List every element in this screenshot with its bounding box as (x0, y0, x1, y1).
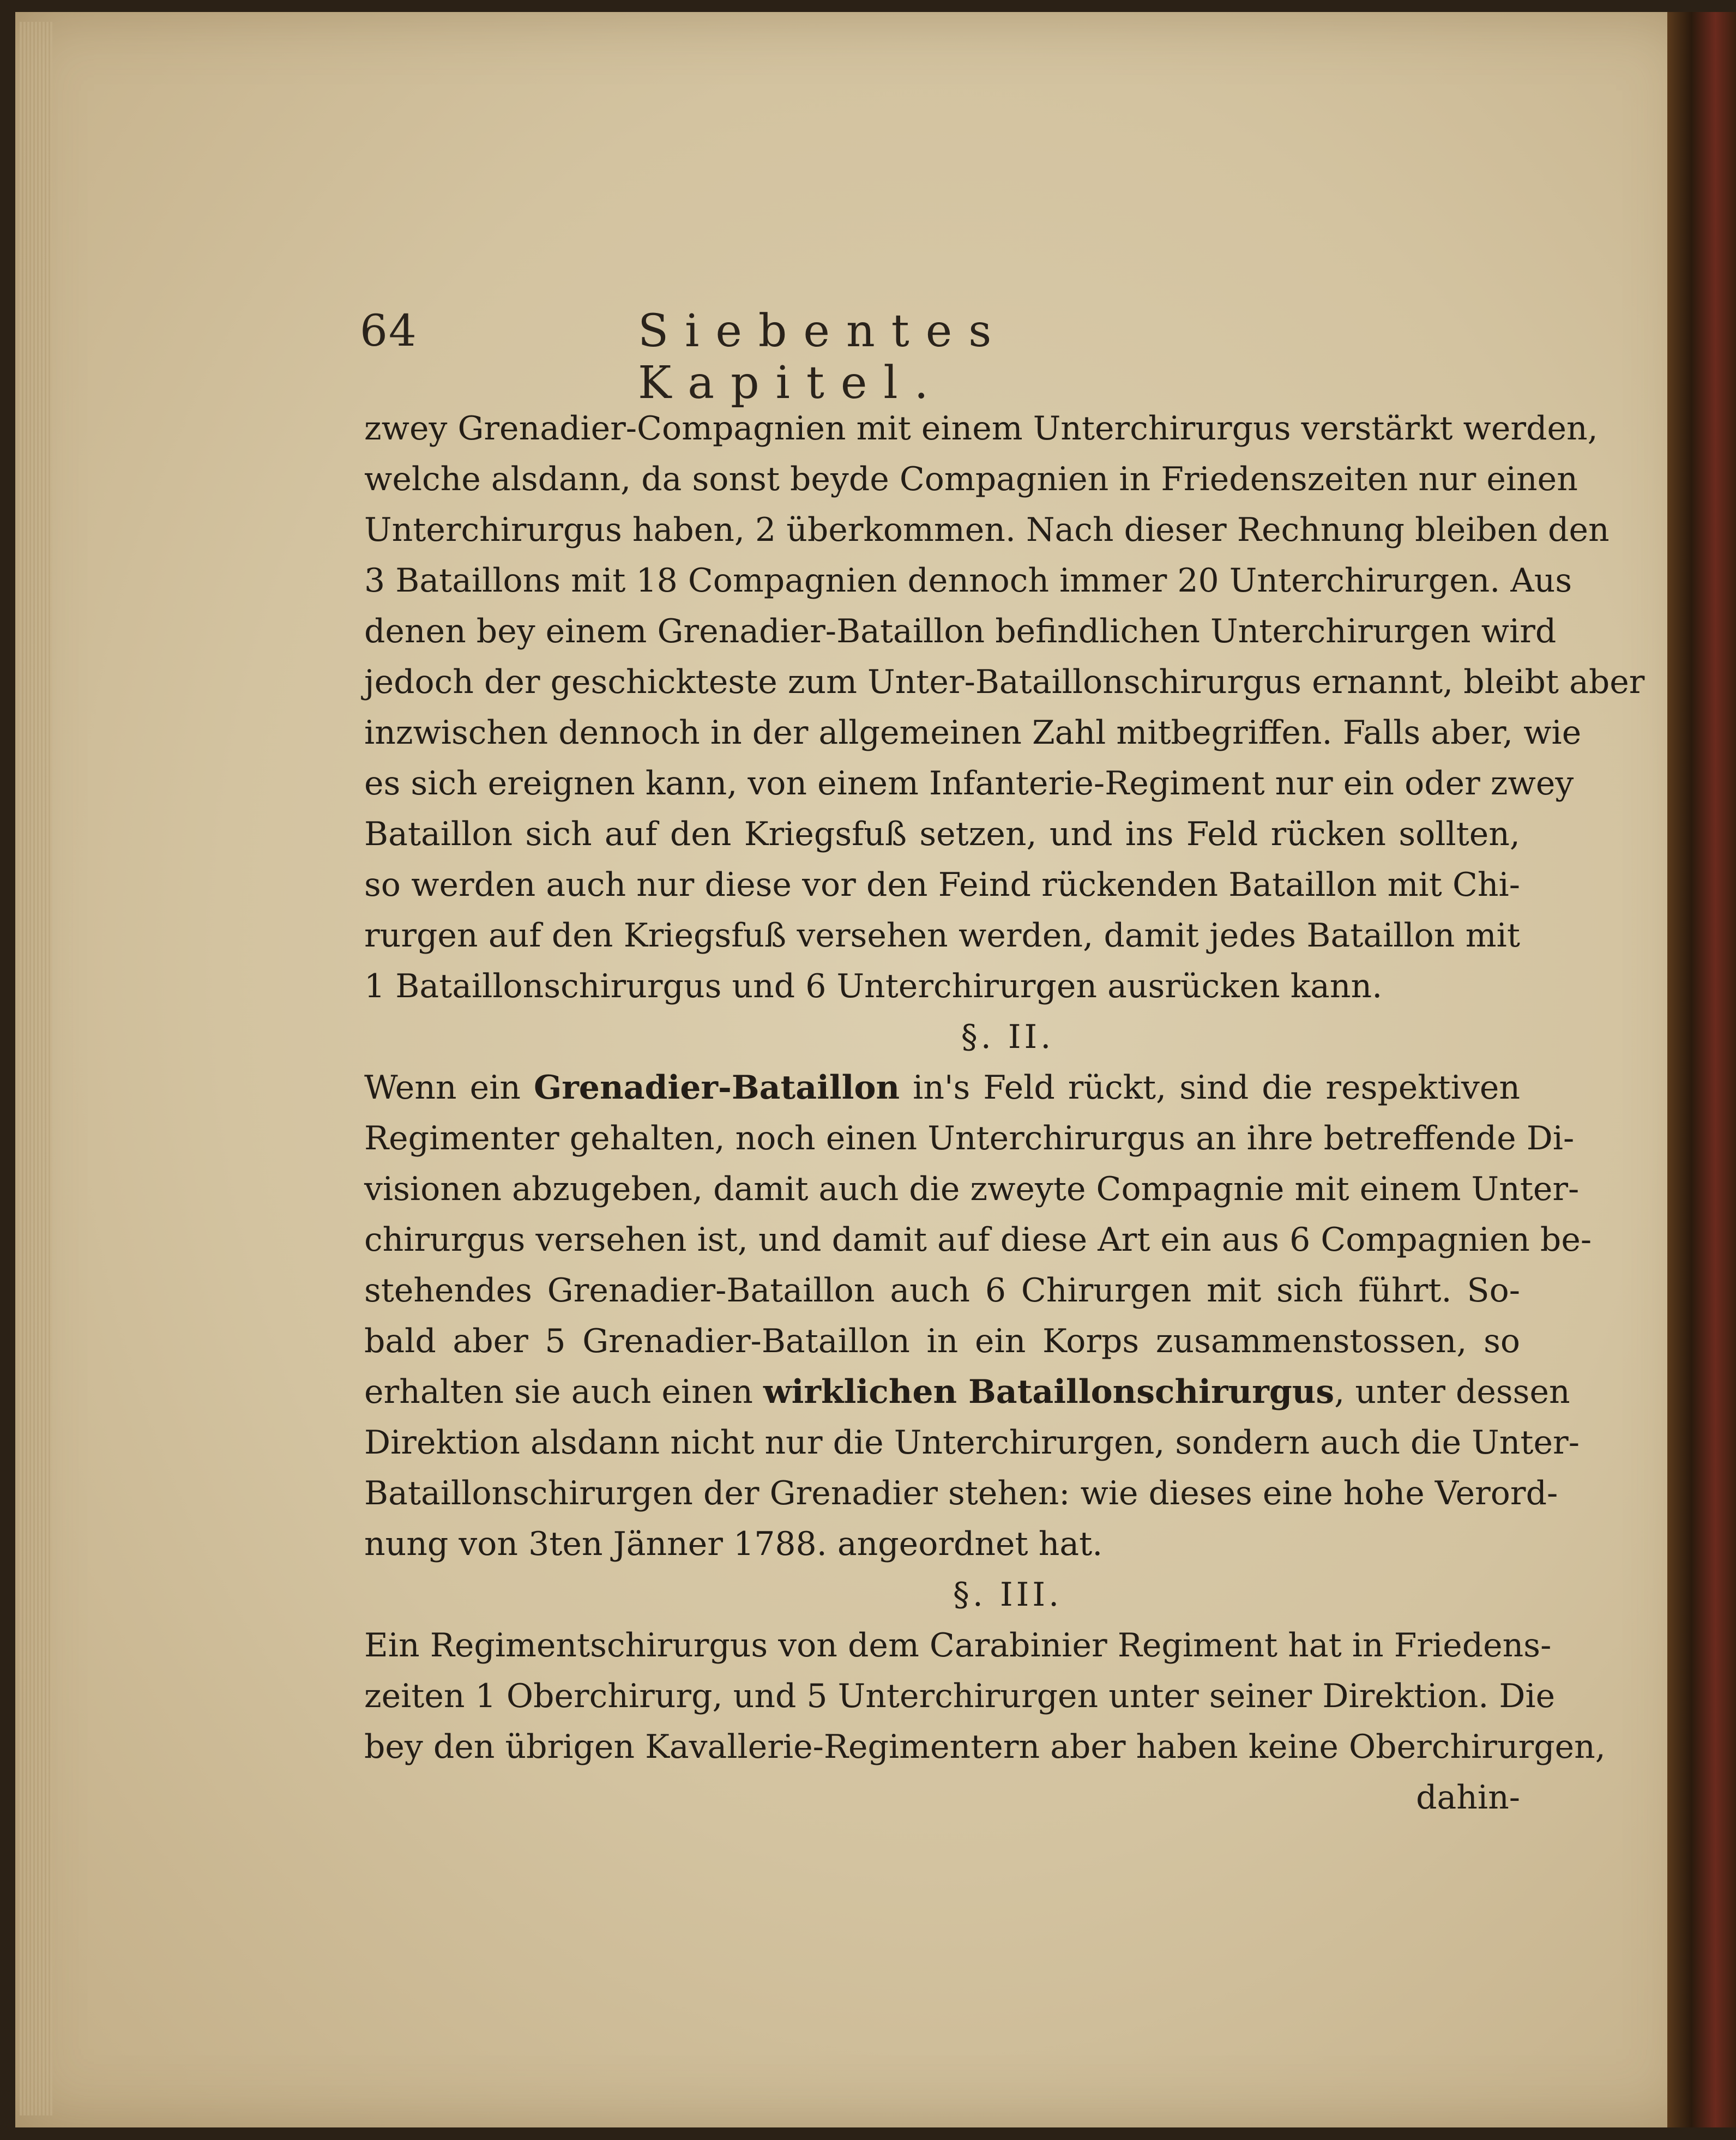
text-segment: Wenn ein (364, 1069, 534, 1107)
text-line: bey den übrigen Kavallerie-Regimentern aber haben keine Oberchirurgen, (364, 1728, 1606, 1766)
text-line: nung von 3ten Jänner 1788. angeordnet hat. (364, 1525, 1103, 1563)
paragraph-2 (364, 1063, 1592, 1570)
text-segment: in's Feld rückt, sind die respektiven (900, 1069, 1520, 1107)
text-line: zwey Grenadier-Compagnien mit einem Unterchirurgus verstärkt werden, (364, 409, 1598, 448)
bold-term: wirklichen Bataillonschirurgus (763, 1373, 1335, 1411)
text-segment: , unter dessen (1334, 1373, 1570, 1411)
text-line: Unterchirurgus haben, 2 überkommen. Nach dieser Rechnung bleiben den (364, 511, 1610, 549)
text-line: Regimenter gehalten, noch einen Unterchirurgus an ihre betreffende Di- (364, 1119, 1575, 1158)
text-line: denen bey einem Grenadier-Bataillon befindlichen Unterchirurgen wird (364, 612, 1557, 650)
text-line (364, 1063, 1520, 1113)
text-line: es sich ereignen kann, von einem Infanterie-Regiment nur ein oder zwey (364, 764, 1574, 803)
text-line: so werden auch nur diese vor den Feind rückenden Bataillon mit Chi- (364, 866, 1520, 904)
text-segment: erhalten sie auch einen (364, 1373, 763, 1411)
text-line: inzwischen dennoch in der allgemeinen Zahl mitbegriffen. Falls aber, wie (364, 714, 1582, 752)
text-line: rurgen auf den Kriegsfuß versehen werden, damit jedes Bataillon mit (364, 917, 1520, 955)
text-line: 3 Bataillons mit 18 Compagnien dennoch immer 20 Unterchirurgen. Aus (364, 562, 1572, 600)
bold-term: Grenadier-Bataillon (533, 1069, 900, 1107)
section-heading-2: §. II. (961, 1018, 1054, 1056)
text-line: jedoch der geschickteste zum Unter-Bataillonschirurgus ernannt, bleibt aber (364, 663, 1645, 701)
text-line: 1 Bataillonschirurgus und 6 Unterchirurgen ausrücken kann. (364, 967, 1383, 1005)
page-edges (20, 22, 52, 2115)
text-line: zeiten 1 Oberchirurg, und 5 Unterchirurgen unter seiner Direktion. Die (364, 1677, 1556, 1715)
paragraph-3 (364, 1620, 1606, 1823)
text-line: welche alsdann, da sonst beyde Compagnien in Friedenszeiten nur einen (364, 460, 1578, 498)
book-binding-edge (1667, 12, 1736, 2127)
text-line: Ein Regimentschirurgus von dem Carabinier Regiment hat in Friedens- (364, 1626, 1552, 1665)
text-line: Bataillon sich auf den Kriegsfuß setzen, und ins Feld rücken sollten, (364, 815, 1520, 853)
text-line: bald aber 5 Grenadier-Bataillon in ein Korps zusammenstossen, so (364, 1322, 1520, 1360)
paragraph-1 (364, 403, 1645, 1012)
body-text (364, 403, 1645, 1823)
page-header (360, 305, 1254, 409)
text-line: visionen abzugeben, damit auch die zweyte Compagnie mit einem Unter- (364, 1170, 1580, 1208)
text-line: chirurgus versehen ist, und damit auf diese Art ein aus 6 Compagnien be- (364, 1221, 1592, 1259)
text-line: stehendes Grenadier-Bataillon auch 6 Chirurgen mit sich führt. So- (364, 1271, 1520, 1310)
running-title: Siebentes Kapitel. (638, 305, 1008, 409)
text-line (364, 1367, 1570, 1418)
page-number: 64 (360, 305, 418, 356)
catchword: dahin- (1416, 1779, 1520, 1817)
section-heading-3: §. III. (953, 1576, 1063, 1614)
text-line: Bataillonschirurgen der Grenadier stehen: wie dieses eine hohe Verord- (364, 1474, 1558, 1512)
text-line: Direktion alsdann nicht nur die Unterchirurgen, sondern auch die Unter- (364, 1424, 1580, 1462)
